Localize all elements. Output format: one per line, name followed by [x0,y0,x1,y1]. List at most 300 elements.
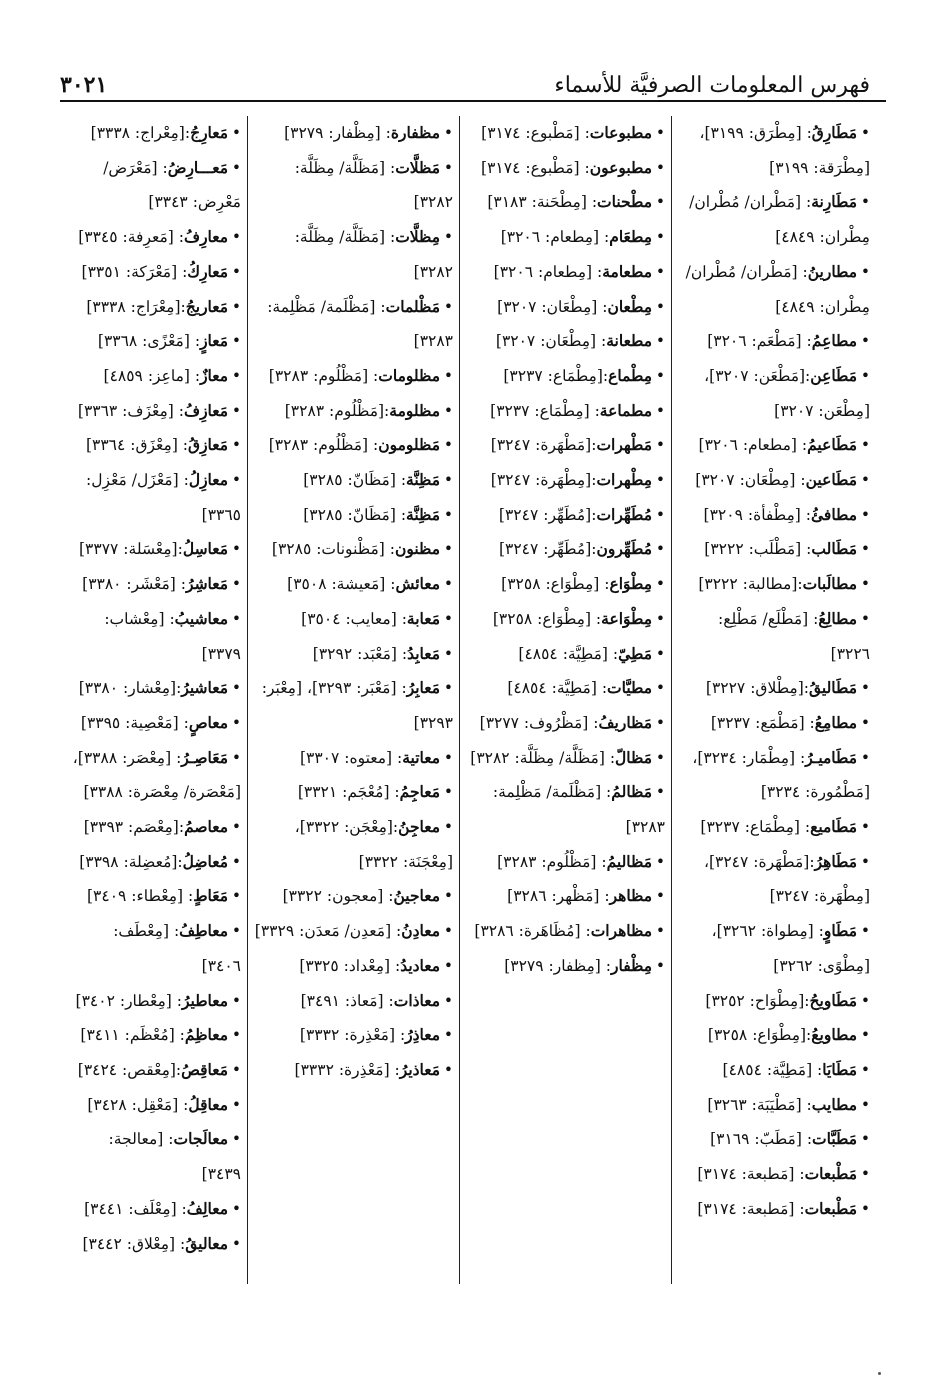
entry-reference: : [مَظْهر: ٣٢٨٦] [507,887,610,906]
entry-term: مَطَارِنة [811,192,858,212]
entry-reference: :[مِعْجَن: ٣٣٢٢]، [مِعْجَنَة: ٣٣٢٢] [294,818,453,871]
index-entry [466,602,665,637]
entry-term: معاطيرُ [181,990,229,1010]
bullet-icon: • [860,991,870,1010]
entry-reference: : [مُظَاهَرة: ٣٢٨٦] [474,922,591,941]
entry-reference: :[مُعضِلة: ٣٣٩٨] [79,852,183,871]
entry-term: مَعارِجُ [190,123,229,142]
index-entry [72,741,241,810]
entry-term: معاقِلُ [188,1094,229,1114]
entry-reference: : [مَطْران/ مُطْران/ مِطْران: ٤٨٤٩] [685,262,870,316]
entry-term: مطايب [811,1094,858,1114]
index-entry [72,428,241,463]
entry-reference: : [مَعْزَل/ مَعْزِل: ٣٣٦٥] [86,471,241,524]
entry-reference: : [مَظَلَّة/ مِظَلَّة: ٣٢٨٢] [294,158,453,212]
entry-reference: : [مَظَانّ: ٣٢٨٥] [303,471,407,490]
entry-reference: : [مِعْلَف: ٣٤٤١] [84,1199,187,1218]
entry-term: مَظالّ [615,747,653,767]
index-entry [72,1227,241,1262]
entry-reference: : [مَطِيَّة: ٤٨٥٤] [518,644,619,663]
bullet-icon: • [443,436,453,455]
bullet-icon: • [231,922,241,941]
entry-reference: : [مَظَلَّة/ مِظَلَّة: ٣٢٨٢] [294,228,453,281]
entry-term: معائش [395,574,441,594]
bullet-icon: • [860,852,870,871]
entry-term: معالِفُ [186,1198,229,1218]
bullet-icon: • [860,436,870,455]
bullet-icon: • [860,575,870,594]
bullet-icon: • [860,1165,870,1184]
entry-term: مَعاذيرُ [399,1059,441,1079]
entry-term: مطعامة [602,261,653,281]
entry-term: مظاهر [609,886,653,906]
entry-reference: :[مِعْراج: ٣٣٣٨] [90,124,191,142]
entry-reference: : [مَعْشَر: ٣٣٨٠] [82,575,187,594]
entry-reference: :[مَطْهَرة: ٣٢٤٧] [490,436,597,455]
bullet-icon: • [231,887,241,906]
entry-term: مَعاقِصُ [181,1059,229,1079]
bullet-icon: • [860,193,870,212]
entry-term: مَظْلمات [385,296,441,316]
entry-term: مَطَاهِرُ [814,851,858,871]
bullet-icon: • [443,956,453,975]
entry-term: معاديدُ [400,955,441,975]
index-entry [254,359,453,394]
index-entry [72,359,241,394]
entry-reference: : [مِطْعَان: ٣٢٠٧] [497,297,608,316]
entry-term: مَعابة [406,608,441,628]
bullet-icon: • [443,505,453,524]
entry-reference: : [مَعاذ: ٣٤٩١] [300,991,394,1010]
entry-term: معازٌ [200,365,229,385]
entry-reference: : [مَطَبّ: ٣١٦٩] [710,1130,813,1149]
index-entry [72,394,241,429]
entry-term: معادِنُ [401,921,441,941]
index-column-1 [672,116,876,1284]
entry-term: معاظِمُ [184,1025,229,1045]
index-entry [254,984,453,1019]
entry-reference: : [مِظْفار: ٣٢٧٩] [284,124,391,142]
index-entry [678,1122,870,1157]
entry-term: مَطَاميـرُ [805,747,858,767]
index-entry [466,671,665,706]
entry-term: مَطَارِقُ [811,123,858,142]
index-entry [678,706,870,741]
entry-term: مَطِيّ [618,643,653,663]
entry-reference: :[مِطْلاق: ٣٢٢٧] [705,679,809,698]
bullet-icon: • [860,262,870,281]
entry-term: معاتية [402,747,441,767]
entry-term: مطعانة [606,331,653,351]
index-column-3 [248,116,460,1284]
index-entry [466,567,665,602]
bullet-icon: • [655,436,665,455]
index-entry [678,984,870,1019]
bullet-icon: • [231,1199,241,1218]
bullet-icon: • [860,1060,870,1079]
index-entry [466,637,665,672]
entry-term: مطالَبات [802,574,858,594]
entry-reference: : [مَظْرُوف: ٣٢٧٧] [479,713,599,732]
entry-term: مَطَاليقُ [808,678,858,698]
bullet-icon: • [860,1130,870,1149]
index-entry [678,463,870,498]
entry-term: مَطَاوٍ [823,921,858,941]
bullet-icon: • [231,1026,241,1045]
index-entry [466,394,665,429]
entry-reference: :[مِطْمَاع: ٣٢٣٧] [503,366,609,385]
entry-term: مِطْهرات [596,470,653,490]
index-entry [466,949,665,984]
entry-reference: : [مِطْعَان: ٣٢٠٧] [495,332,607,351]
index-entry [72,671,241,706]
entry-reference: : [مَظَانّ: ٣٢٨٥] [303,505,407,524]
entry-term: مِظلَّات [395,227,441,247]
entry-reference: : [مَعْقِل: ٣٤٢٨] [87,1095,189,1114]
entry-term: مَطَاعِن [810,365,858,385]
entry-term: مَطَاميع [810,817,858,837]
entry-reference: : [معتوه: ٣٣٠٧] [299,748,403,767]
index-entry [254,428,453,463]
index-entry [466,879,665,914]
entry-term: مَطَاويحُ [809,990,858,1010]
entry-term: معاشيبُ [174,608,229,628]
entry-reference: : [مَظْلَمة/ مَظْلِمة: ٣٢٨٣] [267,297,453,351]
entry-reference: : [مِعْداد: ٣٣٢٥] [299,956,401,975]
bullet-icon: • [231,158,241,177]
bullet-icon: • [443,748,453,767]
index-entry [678,1192,870,1227]
bullet-icon: • [231,748,241,767]
entry-reference: : [مِطعام: ٣٢٠٦] [500,228,610,247]
entry-reference: : [مَظْلُوم: ٣٢٨٣] [268,436,379,455]
entry-term: مَعابِدُ [407,643,441,663]
entry-reference: : [معايب: ٣٥٠٤] [301,609,407,628]
entry-term: مَعازِقُ [188,435,229,455]
bullet-icon: • [231,818,241,837]
entry-term: معاليقُ [185,1233,229,1253]
bullet-icon: • [443,609,453,628]
entry-term: معازِلُ [188,470,229,490]
index-entry [72,602,241,671]
entry-term: مَطْبعات [804,1164,858,1184]
entry-term: مَعاجِمُ [399,782,441,802]
index-entry [466,463,665,498]
entry-term: مَطَبَّات [812,1129,858,1149]
entry-reference: : [مِعْطاء: ٣٤٠٩] [86,887,194,906]
entry-reference: : [مَعْصِية: ٣٣٩٥] [80,713,189,732]
index-entry [254,949,453,984]
bullet-icon: • [231,575,241,594]
entry-reference: : [مِعْزَف: ٣٣٦٣] [77,401,184,420]
entry-term: مَعازٍ [200,331,229,351]
entry-term: مَعـــارِضُ [167,157,229,177]
entry-term: مَظلومون [378,435,441,455]
entry-reference: :[مَطْعَن: ٣٢٠٧]، [مِطْعَن: ٣٢٠٧] [704,366,870,420]
entry-reference: : [مِطعام: ٣٢٠٦] [493,262,603,281]
index-entry [678,810,870,845]
entry-term: مِطْوَاعة [601,608,653,628]
index-entry [466,220,665,255]
bullet-icon: • [655,193,665,212]
index-entry [72,255,241,290]
bullet-icon: • [443,158,453,177]
entry-reference: : [مَطْمَع: ٣٢٣٧] [710,713,815,732]
entry-term: معاصمُ [184,817,229,837]
index-entry [678,498,870,533]
bullet-icon: • [443,644,453,663]
bullet-icon: • [443,1060,453,1079]
entry-reference: : [مَطْلَع/ مَطْلِع: ٣٢٢٦] [717,609,870,663]
bullet-icon: • [655,471,665,490]
index-entry [254,498,453,533]
bullet-icon: • [860,922,870,941]
entry-reference: : [مِعْطار: ٣٤٠٢] [75,991,182,1010]
bullet-icon: • [860,124,870,142]
entry-reference: :[مِعْرَاج: ٣٣٣٨] [86,297,186,316]
index-entry [678,1157,870,1192]
bullet-icon: • [231,679,241,698]
entry-term: مُطَهِّرات [596,504,653,524]
entry-term: معاجينُ [393,886,441,906]
entry-term: معارِفُ [184,227,229,247]
bullet-icon: • [860,471,870,490]
bullet-icon: • [231,713,241,732]
bullet-icon: • [860,1095,870,1114]
entry-reference: : [مِعْطَف: ٣٤٠٦] [113,922,241,975]
entry-reference: : [مِطْعَان: ٣٢٠٧] [695,471,806,490]
entry-reference: : [مِطواة: ٣٢٦٢]، [مِطْوًى: ٣٢٦٢] [711,922,870,975]
entry-term: مِطْوَاع [609,574,653,594]
entry-reference: : [مَظْلَمة/ مَظْلِمة: ٣٢٨٣] [492,783,665,837]
bullet-icon: • [655,332,665,351]
bullet-icon: • [231,991,241,1010]
bullet-icon: • [655,748,665,767]
header-divider [60,100,886,102]
bullet-icon: • [655,713,665,732]
index-entry [678,671,870,706]
bullet-icon: • [231,366,241,385]
bullet-icon: • [443,679,453,698]
entry-term: مَطَاعيمُ [807,435,858,455]
entry-reference: :[مِطْهَرة: ٣٢٤٧] [490,471,597,490]
entry-reference: : [مَعْذِرة: ٣٣٣٢] [294,1060,400,1079]
bullet-icon: • [655,679,665,698]
entry-term: معاذات [393,990,441,1010]
bullet-icon: • [443,818,453,837]
index-entry [72,1053,241,1088]
index-entry [678,185,870,254]
entry-term: مِظْفار [610,955,653,975]
bullet-icon: • [231,1234,241,1253]
bullet-icon: • [443,228,453,247]
entry-term: مطماعة [599,400,653,420]
bullet-icon: • [231,852,241,871]
bullet-icon: • [860,1026,870,1045]
bullet-icon: • [655,297,665,316]
bullet-icon: • [655,366,665,385]
entry-reference: :[مِعْشار: ٣٣٨٠] [78,679,182,698]
index-entry [72,116,241,151]
entry-term: مَظِنَّة [406,504,441,524]
entry-reference: : [مَطبعة: ٣١٧٤] [697,1199,805,1218]
entry-reference: : [مَظَلَّة/ مِظَلَّة: ٣٢٨٢] [470,748,616,767]
index-entry [466,359,665,394]
bullet-icon: • [443,124,453,142]
index-entry [72,463,241,532]
entry-term: مِطْماع [608,365,653,385]
entry-term: مطارينُ [807,261,858,281]
entry-term: مطالِعُ [818,608,858,628]
entry-reference: :[مِعْسَلة: ٣٣٧٧] [78,540,183,559]
index-entry [254,567,453,602]
entry-reference: : [مِعْصَر: ٣٣٨٨]، [مَعْصَرة/ مِعْصَرة: ٣٣٨٨] [72,748,241,802]
entry-term: مَعابِرُ [406,678,441,698]
index-entry [254,290,453,359]
entry-reference: :[مِطْوَاع: ٣٢٥٨] [707,1026,812,1045]
bullet-icon: • [443,297,453,316]
entry-term: مَطْهرات [596,435,653,455]
entry-reference: :[مطالبة: ٣٢٢٢] [698,575,803,594]
entry-term: مُعاضِلُ [182,851,229,871]
entry-term: مظفارة [390,123,441,142]
entry-reference: : [مِطْرَق: ٣١٩٩]، [مِطْرَقة: ٣١٩٩] [699,124,870,177]
bullet-icon: • [231,1095,241,1114]
index-entry [466,706,665,741]
index-entry [72,532,241,567]
index-entry [254,394,453,429]
entry-term: مطاويعُ [811,1025,858,1045]
index-entry [466,290,665,325]
bullet-icon: • [655,956,665,975]
index-entry [254,220,453,289]
bullet-icon: • [860,609,870,628]
bullet-icon: • [231,471,241,490]
entry-term: مطبوعون [589,157,653,177]
entry-reference: :[مِطْوَاح: ٣٢٥٢] [705,991,810,1010]
entry-reference: : [مِعْشاب: ٣٣٧٩] [104,609,241,663]
index-entry [678,741,870,810]
index-entry [254,151,453,220]
index-entry [254,671,453,740]
entry-reference: : [مِطْمَار: ٣٢٣٤]، [مَطْمُورة: ٣٢٣٤] [692,748,870,802]
entry-term: مطامِعُ [814,712,858,732]
index-entry [678,428,870,463]
entry-term: مَظاليمُ [606,851,653,871]
index-entry [72,1088,241,1123]
entry-term: مَطَايَا [822,1059,858,1079]
bullet-icon: • [443,540,453,559]
bullet-icon: • [231,262,241,281]
index-entry [466,151,665,186]
index-entry [678,1018,870,1053]
index-entry [678,567,870,602]
bullet-icon: • [231,401,241,420]
entry-term: مَعاشيرُ [181,678,229,698]
bullet-icon: • [655,505,665,524]
entry-term: مَطْبعات [804,1198,858,1218]
bullet-icon: • [655,783,665,802]
entry-term: مِطعَام [609,227,653,247]
index-entry [466,428,665,463]
entry-term: مُطَهِّرون [596,539,653,559]
bullet-icon: • [443,991,453,1010]
index-entry [72,810,241,845]
entry-reference: : [معجون: ٣٣٢٢] [282,887,394,906]
index-entry [254,810,453,879]
entry-reference: : [مَعيشة: ٣٥٠٨] [287,575,396,594]
bullet-icon: • [231,297,241,316]
entry-reference: :[مَطْهَرة: ٣٢٤٧]، [مِطْهَرة: ٣٢٤٧] [703,852,870,906]
entry-reference: : [مَطِيَّة: ٤٨٥٤] [722,1060,823,1079]
entry-reference: : [مَطبعة: ٣١٧٤] [697,1165,805,1184]
entry-term: مِطْعان [607,296,653,316]
bullet-icon: • [443,471,453,490]
index-entry [72,1192,241,1227]
entry-term: مَعاريجُ [185,296,229,316]
index-entry [72,1122,241,1191]
bullet-icon: • [655,401,665,420]
entry-term: مَظلَّات [395,157,441,177]
entry-term: مطْحنات [597,192,653,212]
entry-term: مَظِنَّة [406,470,441,490]
bullet-icon: • [231,124,241,142]
index-entry [254,879,453,914]
entry-term: معالَجات [173,1129,229,1149]
entry-reference: :[مِعْقص: ٣٤٢٤] [77,1060,182,1079]
entry-term: مَعَاطٍ [193,886,229,906]
bullet-icon: • [443,922,453,941]
entry-reference: : [مِطْوَاع: ٣٢٥٨] [492,609,602,628]
bullet-icon: • [655,540,665,559]
entry-term: مطاعِمُ [811,331,858,351]
index-entry [72,151,241,220]
index-entry [254,1018,453,1053]
index-entry [466,532,665,567]
entry-term: مَطَالب [811,539,858,559]
entry-reference: : [مُعْجَم: ٣٣٢١] [297,783,400,802]
bullet-icon: • [655,575,665,594]
index-entry [678,1053,870,1088]
index-entry [466,255,665,290]
index-entry [678,532,870,567]
entry-term: مظنون [394,539,441,559]
entry-term: مَطَاعين [805,470,858,490]
entry-term: مطافئُ [810,504,858,524]
bullet-icon: • [443,366,453,385]
entry-reference: : [مِطْفأة: ٣٢٠٩] [703,505,811,524]
entry-reference: : [معالجة: ٣٤٣٩] [108,1130,241,1184]
index-entry [678,324,870,359]
bullet-icon: • [860,505,870,524]
bullet-icon: • [860,713,870,732]
index-entry [254,1053,453,1088]
entry-reference: : [مِعْلاق: ٣٤٤٢] [82,1234,186,1253]
entry-term: مَعاسِلُ [182,539,229,559]
entry-reference: : [مِطْمَاع: ٣٢٣٧] [700,818,811,837]
index-entry [254,463,453,498]
bullet-icon: • [231,332,241,351]
entry-reference: : [مَعْزًى: ٣٣٦٨] [97,332,201,351]
index-entry [466,185,665,220]
entry-reference: : [مُعْظَم: ٣٤١١] [80,1026,185,1045]
index-entry [254,775,453,810]
bullet-icon: • [860,332,870,351]
bullet-icon: • [231,436,241,455]
entry-term: معاجِنُ [398,817,441,837]
index-entry [466,775,665,844]
bullet-icon: • [231,1130,241,1149]
